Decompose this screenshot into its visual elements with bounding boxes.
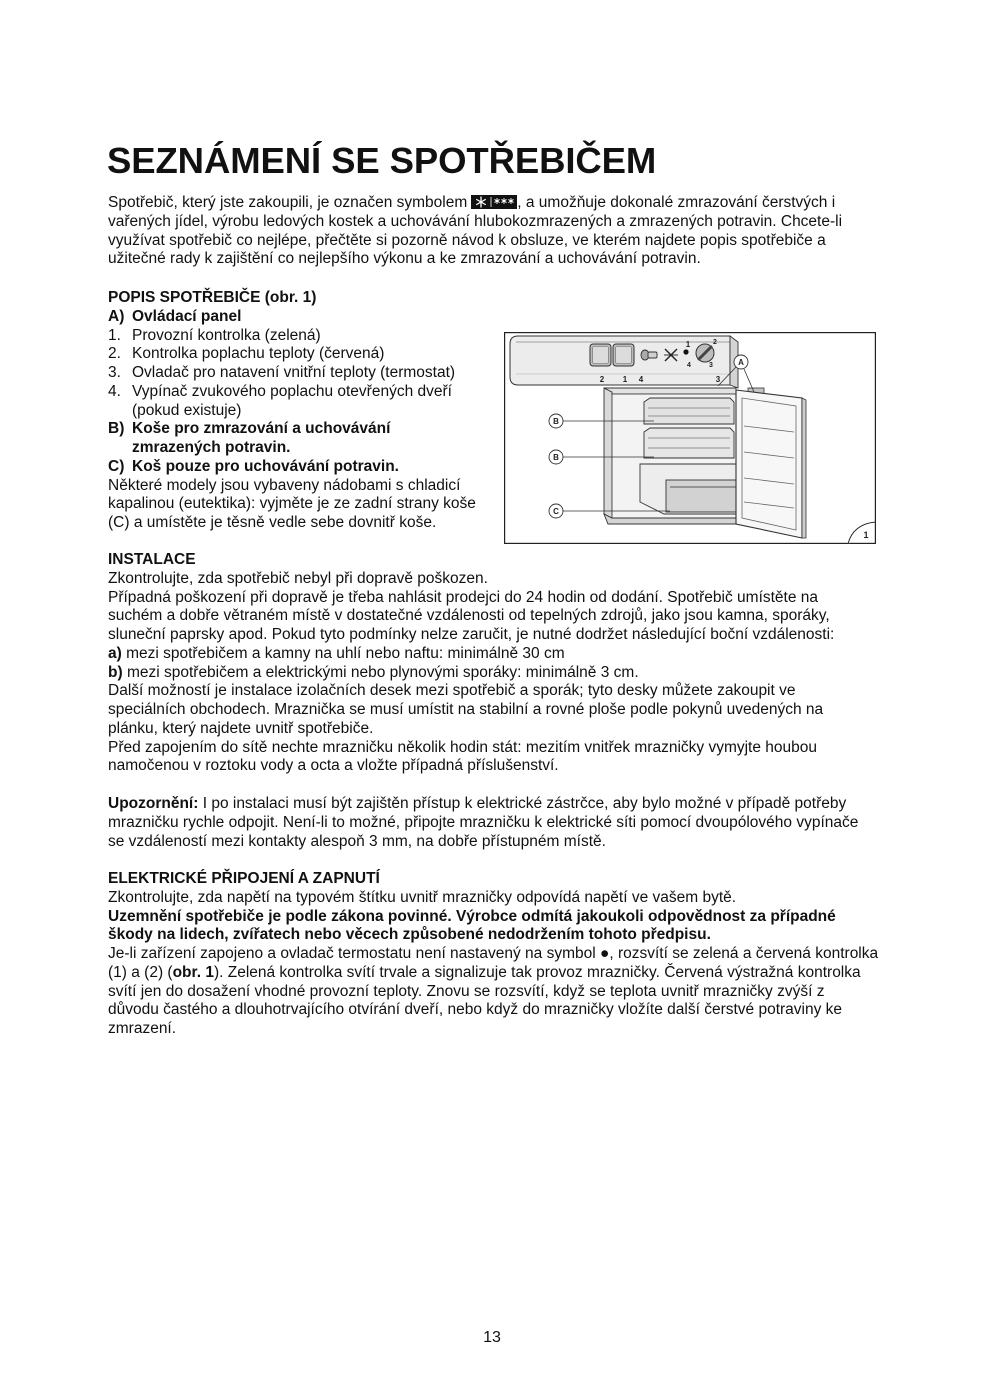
electrical-line: Zkontrolujte, zda napětí na typovém štítku uvnitř mrazničky odpovídá napětí ve vašem bytě. [108, 888, 737, 906]
distance-item-b [108, 664, 834, 683]
door-panel [736, 390, 802, 538]
description-section [108, 289, 476, 533]
installation-line: Další možností je instalace izolačních desek mezi spotřebič a sporák; tyto desky můžete zakoupit ve [108, 682, 796, 700]
description-heading: POPIS SPOTŘEBIČE (obr. 1) [108, 289, 317, 306]
intro-line-3: využívat spotřebič co nejlépe, přečtěte si pozorně návod k obsluze, ve kterém najdete popis spotřebiče a [108, 231, 826, 249]
panel-label-4: 4 [638, 375, 644, 384]
freezer-illustration [504, 332, 876, 544]
installation-heading: INSTALACE [108, 551, 196, 568]
dial-mark-3: 3 [709, 362, 713, 369]
freezer-door [736, 390, 806, 538]
section-a-text: Ovládací panel [132, 307, 242, 325]
panel-label-1: 1 [622, 375, 628, 384]
page-number: 13 [483, 1329, 501, 1346]
installation-line: Zkontrolujte, zda spotřebič nebyl při dopravě poškozen. [108, 569, 488, 587]
section-c-label: C) [108, 457, 125, 475]
installation-line: Případná poškození při dopravě je třeba nahlásit prodejci do 24 hodin od dodání. Spotřebič umístěte na [108, 588, 819, 606]
cabinet-left-wall [604, 388, 612, 518]
upper-freezer-basket [644, 398, 734, 424]
note-line-2: kapalinou (eutektika): vyjměte je ze zadní strany koše [108, 495, 476, 513]
distance-item-b-label: b) [108, 663, 123, 681]
grounding-notice-line: škody na lidech, zvířatech nebo věcech způsobené nedodržením tohoto předpisu. [108, 926, 711, 944]
grounding-notice-line: Uzemnění spotřebiče je podle zákona povinné. Výrobce odmítá jakoukoli odpovědnost za případné [108, 907, 836, 925]
control-panel [510, 336, 738, 388]
installation-section [108, 551, 834, 776]
distance-item-a-text: mezi spotřebičem a kamny na uhlí nebo naftu: minimálně 30 cm [121, 644, 565, 662]
electrical-line-figure-ref [108, 964, 878, 983]
installation-line: plánku, který najdete uvnitř spotřebiče. [108, 719, 374, 737]
alarm-switch-body [648, 352, 657, 358]
electrical-line: zmrazení. [108, 1020, 177, 1038]
page-title: SEZNÁMENÍ SE SPOTŘEBIČEM [107, 140, 657, 181]
installation-line: suchém a dobře větraném místě v dostatečné vzdálenosti od tepelných zdrojů, jako jsou kamna, sporáky, [108, 607, 830, 625]
section-b-text: Koše pro zmrazování a uchovávání [132, 420, 391, 438]
control-item-1 [108, 327, 476, 346]
section-b-label: B) [108, 420, 125, 438]
installation-line: Před zapojením do sítě nechte mrazničku několik hodin stát: mezitím vnitřek mrazničky vymyjte houbou [108, 738, 818, 756]
four-star-freezer-symbol-icon [471, 195, 517, 209]
warning-line-2: mrazničku rychle odpojit. Není-li to možné, připojte mrazničku k elektrické síti pomocí dvoupólového vypínače [108, 813, 859, 831]
section-a [108, 308, 476, 327]
control-item-text: Kontrolka poplachu teploty (červená) [132, 345, 385, 363]
section-c-text: Koš pouze pro uchovávání potravin. [132, 457, 399, 475]
dial-off-dot [683, 349, 688, 354]
green-light-lens [593, 347, 609, 364]
electrical-line: svítí jen do dosažení vhodné provozní teploty. Znovu se rozsvítí, když se teplota uvnitř mrazničky zvýší z [108, 982, 825, 1000]
electrical-line-start: (1) a (2) ( [108, 963, 173, 981]
middle-freezer-basket [644, 428, 734, 458]
intro-line-1-start: Spotřebič, který jste zakoupili, je označen symbolem [108, 194, 468, 211]
warning-label: Upozornění: [108, 795, 199, 812]
section-c [108, 458, 476, 477]
installation-line: speciálních obchodech. Mraznička se musí umístit na stabilní a rovné ploše podle pokynů uvedených na [108, 701, 824, 719]
distance-item-b-text: mezi spotřebičem a elektrickými nebo plynovými sporáky: minimálně 3 cm. [122, 663, 639, 681]
red-light-lens [616, 347, 632, 364]
figure-number: 1 [863, 530, 869, 540]
panel-label-2: 2 [599, 375, 605, 384]
control-item-2 [108, 345, 476, 364]
control-item-text: Provozní kontrolka (zelená) [132, 326, 321, 344]
electrical-heading: ELEKTRICKÉ PŘIPOJENÍ A ZAPNUTÍ [108, 870, 380, 887]
warning-paragraph [108, 795, 858, 851]
dial-mark-4: 4 [687, 362, 691, 369]
installation-line: sluneční paprsky apod. Pokud tyto podmínky nelze zaručit, je nutné dodržet následující boční vzdálenosti: [108, 626, 835, 644]
intro-line-1 [108, 194, 842, 213]
intro-line-2: vařených jídel, výrobu ledových kostek a uchovávání hlubokozmrazených a zmrazených potravin. Chcete-li [108, 212, 843, 230]
electrical-line: důvodu častého a dlouhotrvajícího otvírání dveří, nebo když do mrazničky vložíte další čerstvé potraviny ke [108, 1001, 843, 1019]
warning-text: I po instalaci musí být zajištěn přístup k elektrické zástrčce, aby bylo možné v případě potřeby [198, 795, 847, 812]
control-item-3 [108, 364, 476, 383]
control-item-4 [108, 383, 476, 402]
control-item-number: 2. [108, 345, 121, 363]
cabinet-top-frame [604, 388, 736, 394]
note-line-1: Některé modely jsou vybaveny nádobami s chladicí [108, 476, 461, 494]
control-item-number: 3. [108, 364, 121, 382]
door-edge [802, 398, 806, 538]
installation-line: namočenou v roztoku vody a octa a vložte případná příslušenství. [108, 757, 559, 775]
figure-reference: obr. 1 [172, 963, 214, 981]
control-item-text: Vypínač zvukového poplachu otevřených dveří [132, 382, 452, 400]
panel-label-3: 3 [715, 375, 721, 384]
electrical-section [108, 870, 878, 1039]
note-line-3: (C) a umístěte je těsně vedle sebe dovnitř koše. [108, 514, 437, 532]
callout-b-label: B [553, 453, 559, 462]
dial-mark-2: 2 [713, 339, 717, 346]
distance-item-a [108, 645, 834, 664]
control-item-text: Ovladač pro natavení vnitřní teploty (termostat) [132, 364, 456, 382]
section-b-continuation: zmrazených potravin. [132, 439, 291, 457]
section-b [108, 420, 476, 439]
electrical-line: Je-li zařízení zapojeno a ovladač termostatu není nastavený na symbol ●, rozsvítí se zelená a červená kontrolka [108, 945, 879, 963]
control-item-4-continuation: (pokud existuje) [132, 401, 242, 419]
distance-item-a-label: a) [108, 644, 122, 662]
control-item-number: 4. [108, 382, 121, 400]
section-a-label: A) [108, 307, 125, 325]
intro-line-4: užitečné rady k zajištění co nejlepšího výkonu a ke zmrazování a uchovávání potravin. [108, 250, 701, 268]
callout-a-label: A [738, 358, 744, 367]
callout-c-label: C [553, 507, 559, 516]
callout-b-label: B [553, 417, 559, 426]
dial-mark-1: 1 [685, 340, 691, 349]
intro-line-1-end: , a umožňuje dokonalé zmrazování čerstvých i [517, 194, 836, 211]
electrical-line-end: ). Zelená kontrolka svítí trvale a signalizuje tak provoz mrazničky. Červená výstražná kontrolka [213, 963, 861, 981]
control-item-number: 1. [108, 326, 121, 344]
warning-line-3: se vzdáleností mezi kontakty alespoň 3 mm, na dobře přístupném místě. [108, 832, 606, 850]
figure-1-freezer-diagram [504, 332, 876, 544]
intro-paragraph [108, 194, 842, 269]
warning-line-1 [108, 795, 858, 814]
